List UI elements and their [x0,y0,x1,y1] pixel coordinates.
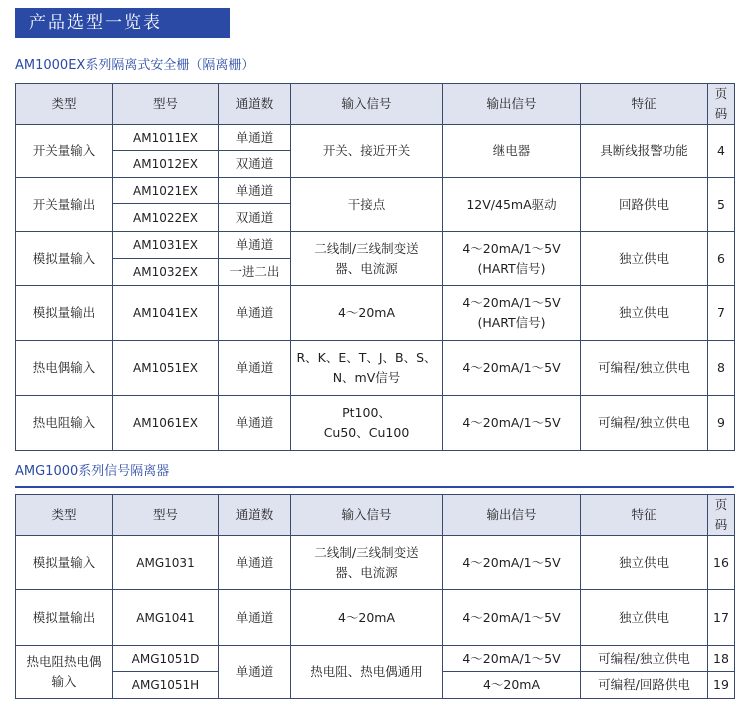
model-cell: AM1021EX [113,178,219,204]
input-cell [291,396,443,451]
input-line: 器、电流源 [335,564,398,580]
page-cell: 5 [708,178,735,232]
channels-cell: 双通道 [219,151,291,178]
type-cell: 热电偶输入 [16,341,113,396]
output-line: (HART信号) [477,315,546,330]
type-line: 输入 [51,674,77,689]
col-type-header: 类型 [16,84,113,125]
channels-cell: 双通道 [219,204,291,232]
channels-cell: 单通道 [219,232,291,259]
col-channels-header: 通道数 [219,495,291,536]
model-cell: AMG1031 [113,536,219,590]
table-row [16,286,735,341]
type-cell: 模拟量输入 [16,232,113,286]
input-cell: 4～20mA [291,286,443,341]
table-row [16,178,735,204]
table-row [16,232,735,259]
type-cell: 开关量输出 [16,178,113,232]
input-line: N、mV信号 [332,370,401,385]
feature-cell: 可编程/独立供电 [581,341,708,396]
model-cell: AM1032EX [113,259,219,286]
type-cell: 模拟量输入 [16,536,113,590]
channels-cell: 单通道 [219,125,291,151]
channels-cell: 单通道 [219,286,291,341]
input-line: Cu50、Cu100 [323,425,410,440]
output-cell: 4～20mA/1～5V [443,341,581,396]
col-model-header: 型号 [113,84,219,125]
output-cell: 4～20mA/1～5V [443,396,581,451]
output-cell: 继电器 [443,125,581,178]
input-line: 器、电流源 [335,260,398,276]
feature-cell: 独立供电 [581,286,708,341]
model-cell: AM1051EX [113,341,219,396]
output-line: 4～20mA/1～5V [462,240,561,256]
col-output-header: 输出信号 [443,84,581,125]
type-cell: 模拟量输出 [16,590,113,646]
channels-cell: 单通道 [219,178,291,204]
model-cell: AMG1051D [113,646,219,672]
col-output-header: 输出信号 [443,495,581,536]
table-row [16,125,735,151]
output-cell [443,286,581,341]
model-cell: AM1031EX [113,232,219,259]
col-input-header: 输入信号 [291,84,443,125]
input-cell: 4～20mA [291,590,443,646]
page-cell: 17 [708,590,735,646]
page-banner: 产品选型一览表 [15,8,230,38]
model-cell: AM1022EX [113,204,219,232]
input-line: Pt100、 [342,405,391,420]
page-cell: 19 [708,672,735,699]
am1000ex-table [15,83,735,451]
output-cell: 4～20mA [443,672,581,699]
table-row [16,646,735,672]
feature-cell: 可编程/回路供电 [581,672,708,699]
col-type-header: 类型 [16,495,113,536]
model-cell: AM1061EX [113,396,219,451]
page-cell: 8 [708,341,735,396]
col-page-header: 页码 [708,495,735,536]
output-cell [443,232,581,286]
table-header-row [16,495,735,536]
channels-cell: 单通道 [219,646,291,699]
input-line: 二线制/三线制变送 [314,544,419,560]
section1-title: AM1000EX系列隔离式安全栅（隔离栅） [15,58,255,73]
col-channels-header: 通道数 [219,84,291,125]
page-cell: 4 [708,125,735,178]
page-cell: 6 [708,232,735,286]
output-cell: 12V/45mA驱动 [443,178,581,232]
col-model-header: 型号 [113,495,219,536]
feature-cell: 可编程/独立供电 [581,396,708,451]
col-input-header: 输入信号 [291,495,443,536]
type-line: 热电阻热电偶 [26,654,102,669]
channels-cell: 单通道 [219,590,291,646]
feature-cell: 独立供电 [581,232,708,286]
page-cell: 9 [708,396,735,451]
input-cell: 热电阻、热电偶通用 [291,646,443,699]
input-cell [291,232,443,286]
output-line: (HART信号) [477,260,546,276]
feature-cell: 独立供电 [581,536,708,590]
channels-cell: 单通道 [219,396,291,451]
input-cell [291,536,443,590]
channels-cell: 一进二出 [219,259,291,286]
output-cell: 4～20mA/1～5V [443,536,581,590]
input-line: R、K、E、T、J、B、S、 [296,350,437,365]
type-cell: 热电阻输入 [16,396,113,451]
type-cell [16,646,113,699]
table-row [16,341,735,396]
model-cell: AM1012EX [113,151,219,178]
col-feature-header: 特征 [581,84,708,125]
model-cell: AM1011EX [113,125,219,151]
model-cell: AM1041EX [113,286,219,341]
channels-cell: 单通道 [219,341,291,396]
channels-cell: 单通道 [219,536,291,590]
type-cell: 开关量输入 [16,125,113,178]
feature-cell: 回路供电 [581,178,708,232]
col-feature-header: 特征 [581,495,708,536]
model-cell: AMG1041 [113,590,219,646]
table-row [16,396,735,451]
input-line: 二线制/三线制变送 [314,240,419,256]
table-header-row [16,84,735,125]
input-cell: 干接点 [291,178,443,232]
output-cell: 4～20mA/1～5V [443,590,581,646]
section2-title: AMG1000系列信号隔离器 [15,464,170,479]
table-row [16,536,735,590]
feature-cell: 可编程/独立供电 [581,646,708,672]
output-line: 4～20mA/1～5V [462,295,561,310]
input-cell: 开关、接近开关 [291,125,443,178]
page-cell: 18 [708,646,735,672]
feature-cell: 具断线报警功能 [581,125,708,178]
type-cell: 模拟量输出 [16,286,113,341]
input-cell [291,341,443,396]
amg1000-table [15,494,735,699]
output-cell: 4～20mA/1～5V [443,646,581,672]
page-cell: 16 [708,536,735,590]
model-cell: AMG1051H [113,672,219,699]
section-divider [15,486,734,488]
feature-cell: 独立供电 [581,590,708,646]
table-row [16,590,735,646]
col-page-header: 页码 [708,84,735,125]
page-cell: 7 [708,286,735,341]
